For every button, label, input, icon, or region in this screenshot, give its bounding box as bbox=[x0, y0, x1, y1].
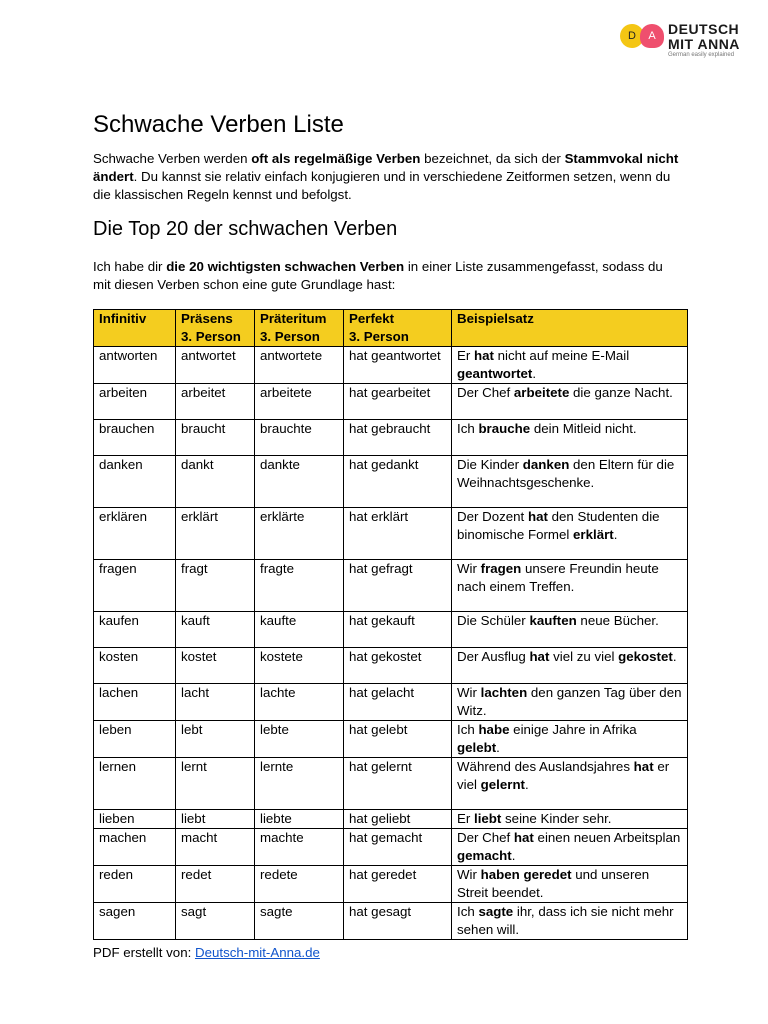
example-text: Er bbox=[457, 348, 474, 363]
example-text: Der Chef bbox=[457, 830, 514, 845]
table-header-row bbox=[94, 310, 688, 347]
cell-praeteritum: liebte bbox=[255, 810, 344, 829]
cell-perfekt: hat gebraucht bbox=[344, 420, 452, 456]
example-bold: geantwortet bbox=[457, 366, 533, 381]
example-bold: danken bbox=[522, 457, 570, 472]
cell-praeteritum: erklärte bbox=[255, 508, 344, 560]
cell-infinitiv: lieben bbox=[94, 810, 176, 829]
cell-beispielsatz bbox=[452, 648, 688, 684]
table-row bbox=[94, 810, 688, 829]
table-row bbox=[94, 347, 688, 384]
table-row bbox=[94, 829, 688, 866]
cell-infinitiv: kaufen bbox=[94, 612, 176, 648]
cell-praeteritum: lernte bbox=[255, 758, 344, 810]
example-text: die ganze Nacht. bbox=[569, 385, 673, 400]
example-text: Wir bbox=[457, 867, 481, 882]
cell-perfekt: hat gekauft bbox=[344, 612, 452, 648]
cell-praeteritum: antwortete bbox=[255, 347, 344, 384]
header-perfekt: Perfekt 3. Person bbox=[344, 310, 452, 347]
cell-perfekt: hat gelebt bbox=[344, 721, 452, 758]
cell-praeteritum: kaufte bbox=[255, 612, 344, 648]
logo-d-circle: D bbox=[620, 24, 644, 48]
table-row bbox=[94, 648, 688, 684]
example-text: Wir bbox=[457, 685, 481, 700]
table-row bbox=[94, 903, 688, 940]
example-text: . bbox=[525, 777, 529, 792]
cell-beispielsatz bbox=[452, 829, 688, 866]
example-text: . bbox=[672, 649, 677, 664]
intro-text-1: Schwache Verben werden bbox=[93, 151, 252, 166]
cell-praeteritum: fragte bbox=[255, 560, 344, 612]
intro-bold-1: oft als regelmäßige Verben bbox=[251, 151, 421, 166]
section-title: Die Top 20 der schwachen Verben bbox=[93, 218, 398, 240]
cell-praeteritum: lebte bbox=[255, 721, 344, 758]
example-bold: hat bbox=[513, 830, 534, 845]
cell-praesens: lacht bbox=[176, 684, 255, 721]
example-bold: habe bbox=[478, 722, 510, 737]
example-bold: brauche bbox=[478, 421, 531, 436]
cell-praeteritum: redete bbox=[255, 866, 344, 903]
cell-beispielsatz bbox=[452, 384, 688, 420]
cell-infinitiv: arbeiten bbox=[94, 384, 176, 420]
table-row bbox=[94, 866, 688, 903]
cell-perfekt: hat gelacht bbox=[344, 684, 452, 721]
example-text: seine Kinder sehr. bbox=[501, 811, 612, 826]
example-bold: gelebt bbox=[457, 740, 497, 755]
example-text: neue Bücher. bbox=[576, 613, 659, 628]
cell-praeteritum: arbeitete bbox=[255, 384, 344, 420]
example-bold: gelernt bbox=[480, 777, 525, 792]
example-bold: kauften bbox=[529, 613, 577, 628]
example-text: einen neuen Arbeitsplan bbox=[533, 830, 681, 845]
intro-bold-2: Stammvokal nicht ändert bbox=[93, 151, 679, 184]
cell-praesens: erklärt bbox=[176, 508, 255, 560]
cell-praesens: braucht bbox=[176, 420, 255, 456]
cell-praesens: redet bbox=[176, 866, 255, 903]
table-row bbox=[94, 560, 688, 612]
cell-praeteritum: kostete bbox=[255, 648, 344, 684]
example-bold: gekostet bbox=[618, 649, 673, 664]
section-intro-paragraph bbox=[93, 258, 683, 294]
cell-praeteritum: dankte bbox=[255, 456, 344, 508]
cell-perfekt: hat gekostet bbox=[344, 648, 452, 684]
cell-infinitiv: danken bbox=[94, 456, 176, 508]
example-text: ihr, dass ich sie nicht mehr sehen will. bbox=[457, 904, 674, 937]
cell-beispielsatz bbox=[452, 420, 688, 456]
cell-infinitiv: fragen bbox=[94, 560, 176, 612]
example-text: und unseren Streit beendet. bbox=[457, 867, 650, 900]
example-text: Ich bbox=[457, 904, 479, 919]
footer-label: PDF erstellt von: bbox=[93, 945, 195, 960]
header-beispielsatz: Beispielsatz bbox=[452, 310, 688, 347]
section-intro-text-2: in einer Liste zusammengefasst, sodass du mit diesen Verben schon eine gute Grundlage hast: bbox=[93, 259, 663, 292]
logo-line1: DEUTSCH bbox=[668, 21, 740, 37]
cell-perfekt: hat gefragt bbox=[344, 560, 452, 612]
cell-beispielsatz bbox=[452, 810, 688, 829]
cell-beispielsatz bbox=[452, 508, 688, 560]
cell-praesens: dankt bbox=[176, 456, 255, 508]
cell-perfekt: hat geliebt bbox=[344, 810, 452, 829]
example-text: Ich bbox=[457, 722, 479, 737]
cell-beispielsatz bbox=[452, 903, 688, 940]
cell-praesens: lebt bbox=[176, 721, 255, 758]
cell-praesens: antwortet bbox=[176, 347, 255, 384]
example-text: einige Jahre in Afrika bbox=[509, 722, 637, 737]
cell-perfekt: hat gearbeitet bbox=[344, 384, 452, 420]
example-bold: hat bbox=[474, 348, 494, 363]
table-row bbox=[94, 612, 688, 648]
cell-praeteritum: sagte bbox=[255, 903, 344, 940]
example-bold: lachten bbox=[480, 685, 528, 700]
example-text: Die Schüler bbox=[457, 613, 530, 628]
example-text: viel zu viel bbox=[549, 649, 619, 664]
table-row bbox=[94, 384, 688, 420]
example-bold: hat bbox=[529, 649, 550, 664]
cell-beispielsatz bbox=[452, 347, 688, 384]
brand-logo bbox=[620, 22, 740, 56]
logo-wordmark bbox=[668, 22, 740, 52]
footer-link[interactable]: Deutsch-mit-Anna.de bbox=[194, 945, 320, 960]
table-row bbox=[94, 721, 688, 758]
header-praesens: Präsens 3. Person bbox=[176, 310, 255, 347]
header-praeteritum: Präteritum 3. Person bbox=[255, 310, 344, 347]
cell-infinitiv: lernen bbox=[94, 758, 176, 810]
example-bold: sagte bbox=[478, 904, 514, 919]
cell-infinitiv: leben bbox=[94, 721, 176, 758]
intro-text-3: . Du kannst sie relativ einfach konjugieren und in verschiedene Zeitformen setzen, wenn du die klassischen Regeln kennst und befolgst. bbox=[93, 169, 671, 202]
cell-perfekt: hat gedankt bbox=[344, 456, 452, 508]
example-bold: liebt bbox=[474, 811, 502, 826]
cell-praesens: macht bbox=[176, 829, 255, 866]
example-text: Der Chef bbox=[457, 385, 514, 400]
table-body bbox=[94, 347, 688, 940]
example-text: er viel bbox=[457, 759, 670, 792]
cell-beispielsatz bbox=[452, 721, 688, 758]
footer bbox=[93, 945, 320, 960]
example-bold: hat bbox=[527, 509, 548, 524]
example-bold: fragen bbox=[480, 561, 522, 576]
page-title: Schwache Verben Liste bbox=[93, 111, 344, 138]
cell-perfekt: hat geredet bbox=[344, 866, 452, 903]
example-bold: gemacht bbox=[457, 848, 512, 863]
cell-perfekt: hat gemacht bbox=[344, 829, 452, 866]
cell-perfekt: hat erklärt bbox=[344, 508, 452, 560]
cell-praeteritum: brauchte bbox=[255, 420, 344, 456]
cell-beispielsatz bbox=[452, 456, 688, 508]
example-text: . bbox=[613, 527, 618, 542]
cell-beispielsatz bbox=[452, 560, 688, 612]
cell-infinitiv: brauchen bbox=[94, 420, 176, 456]
cell-praesens: kauft bbox=[176, 612, 255, 648]
example-bold: haben geredet bbox=[480, 867, 572, 882]
table-row bbox=[94, 684, 688, 721]
logo-tagline: German easily explained bbox=[668, 52, 735, 58]
example-text: den Eltern für die Weihnachtsgeschenke. bbox=[457, 457, 675, 490]
verb-table bbox=[93, 309, 688, 940]
cell-beispielsatz bbox=[452, 612, 688, 648]
cell-praesens: arbeitet bbox=[176, 384, 255, 420]
cell-praesens: kostet bbox=[176, 648, 255, 684]
example-text: den Studenten die binomische Formel bbox=[457, 509, 660, 542]
logo-line2: MIT ANNA bbox=[668, 36, 740, 52]
example-bold: hat bbox=[633, 759, 654, 774]
intro-paragraph bbox=[93, 150, 683, 204]
cell-beispielsatz bbox=[452, 866, 688, 903]
cell-infinitiv: antworten bbox=[94, 347, 176, 384]
cell-praesens: liebt bbox=[176, 810, 255, 829]
example-text: Ich bbox=[457, 421, 479, 436]
cell-beispielsatz bbox=[452, 758, 688, 810]
cell-praesens: fragt bbox=[176, 560, 255, 612]
cell-infinitiv: reden bbox=[94, 866, 176, 903]
table-row bbox=[94, 508, 688, 560]
section-intro-text-1: Ich habe dir bbox=[93, 259, 167, 274]
cell-infinitiv: kosten bbox=[94, 648, 176, 684]
header-infinitiv: Infinitiv bbox=[94, 310, 176, 347]
cell-infinitiv: sagen bbox=[94, 903, 176, 940]
cell-infinitiv: lachen bbox=[94, 684, 176, 721]
example-bold: erklärt bbox=[573, 527, 614, 542]
intro-text-2: bezeichnet, da sich der bbox=[420, 151, 565, 166]
example-text: Er bbox=[457, 811, 474, 826]
example-text: . bbox=[511, 848, 516, 863]
cell-beispielsatz bbox=[452, 684, 688, 721]
example-text: Die Kinder bbox=[457, 457, 523, 472]
table-row bbox=[94, 758, 688, 810]
example-text: . bbox=[496, 740, 500, 755]
example-bold: arbeitete bbox=[513, 385, 570, 400]
cell-perfekt: hat gelernt bbox=[344, 758, 452, 810]
cell-praesens: lernt bbox=[176, 758, 255, 810]
example-text: Der Ausflug bbox=[457, 649, 530, 664]
cell-praeteritum: lachte bbox=[255, 684, 344, 721]
cell-perfekt: hat gesagt bbox=[344, 903, 452, 940]
example-text: Wir bbox=[457, 561, 481, 576]
example-text: Während des Auslandsjahres bbox=[457, 759, 634, 774]
example-text: den ganzen Tag über den Witz. bbox=[457, 685, 682, 718]
table-row bbox=[94, 420, 688, 456]
example-text: Der Dozent bbox=[457, 509, 528, 524]
cell-praesens: sagt bbox=[176, 903, 255, 940]
example-text: nicht auf meine E-Mail bbox=[493, 348, 630, 363]
cell-infinitiv: erklären bbox=[94, 508, 176, 560]
example-text: dein Mitleid nicht. bbox=[530, 421, 637, 436]
logo-a-heart: A bbox=[640, 24, 664, 48]
table-row bbox=[94, 456, 688, 508]
section-intro-bold: die 20 wichtigsten schwachen Verben bbox=[166, 259, 405, 274]
example-text: . bbox=[532, 366, 537, 381]
cell-infinitiv: machen bbox=[94, 829, 176, 866]
cell-perfekt: hat geantwortet bbox=[344, 347, 452, 384]
example-text: unsere Freundin heute nach einem Treffen. bbox=[457, 561, 659, 594]
cell-praeteritum: machte bbox=[255, 829, 344, 866]
